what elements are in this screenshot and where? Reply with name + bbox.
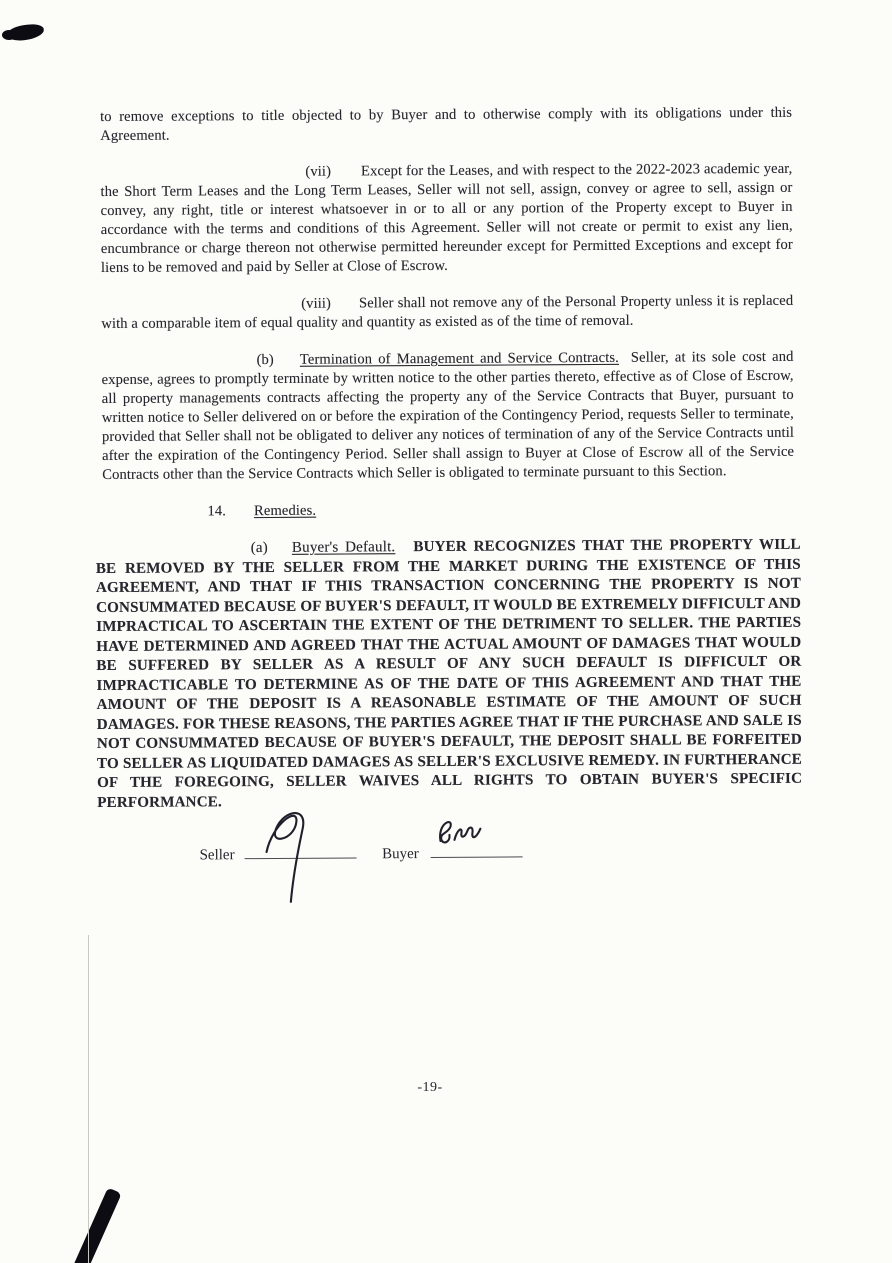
paragraph-vii — [100, 160, 793, 278]
signature-row — [199, 839, 796, 913]
section-14-number: 14. — [207, 503, 227, 520]
clause-a-label: (a) — [250, 539, 268, 557]
paragraph-viii — [101, 292, 793, 334]
clause-vii-text: Except for the Leases, and with respect to the 2022-2023 academic year, the Short Term Leases and the Long Term Leases, Seller will not sell, assign, convey or agree to sell, assign or convey, any right, title or interest whatsoever in or to all or any portion of the Property except to Buyer in accordance with the terms and conditions of this Agreement. Seller will not create or permit to exist any lien, encumbrance or charge thereon not otherwise permitted hereunder except for Permitted Exceptions and except for liens to be removed and paid by Seller at Close of Escrow. — [100, 160, 793, 276]
clause-b-heading: Termination of Management and Service Contracts. — [299, 349, 619, 368]
intro-text: to remove exceptions to title objected to by Buyer and to otherwise comply with its obligations under this Agreement. — [100, 104, 793, 144]
clause-b-label: (b) — [256, 351, 274, 369]
buyer-signature — [432, 815, 502, 855]
scan-paper-edge-line — [88, 935, 89, 1263]
paragraph-intro — [100, 104, 792, 146]
document-body — [95, 104, 803, 913]
seller-signature-line — [244, 841, 356, 859]
section-14-heading — [102, 499, 794, 522]
seller-signature-label: Seller — [199, 847, 235, 864]
scan-artifact-top-left-small — [2, 30, 16, 40]
clause-viii-text: Seller shall not remove any of the Personal Property unless it is replaced with a comparable item of equal quality and quantity as existed as of the time of removal. — [101, 292, 794, 332]
clause-vii-label: (vii) — [305, 163, 332, 180]
clause-viii-label: (viii) — [301, 295, 332, 312]
clause-a-text: BUYER RECOGNIZES THAT THE PROPERTY WILL BE REMOVED BY THE SELLER FROM THE MARKET DURING THE EXISTENCE OF THIS AGREEMENT, AND THAT IF THIS TRANSACTION CONCERNING THE PROPERTY IS NOT CONSUMMATED BECAUSE OF BUYER'S DEFAULT, IT WOULD BE EXTREMELY DIFFICULT AND IMPRACTICAL TO ASCERTAIN THE EXTENT OF THE DETRIMENT TO SELLER. THE PARTIES HAVE DETERMINED AND AGREED THAT THE ACTUAL AMOUNT OF DAMAGES THAT WOULD BE SUFFERED BY SELLER AS A RESULT OF ANY SUCH DEFAULT IS DIFFICULT OR IMPRACTICABLE TO DETERMINE AS OF THE DATE OF THIS AGREEMENT AND THAT THE AMOUNT OF THE DEPOSIT IS A REASONABLE ESTIMATE OF THE AMOUNT OF SUCH DAMAGES. FOR THESE REASONS, THE PARTIES AGREE THAT IF THE PURCHASE AND SALE IS NOT CONSUMMATED BECAUSE OF BUYER'S DEFAULT, THE DEPOSIT SHALL BE FORFEITED TO SELLER AS LIQUIDATED DAMAGES AS SELLER'S EXCLUSIVE REMEDY. IN FURTHERANCE OF THE FOREGOING, SELLER WAIVES ALL RIGHTS TO OBTAIN BUYER'S SPECIFIC PERFORMANCE. — [95, 536, 803, 811]
section-14-title: Remedies. — [253, 502, 317, 520]
buyer-signature-line — [430, 840, 522, 858]
buyer-signature-label: Buyer — [382, 846, 419, 863]
clause-a-heading: Buyer's Default. — [291, 539, 396, 556]
scan-artifact-bottom-left — [65, 1187, 121, 1263]
seller-signature — [252, 798, 333, 908]
page-number: -19- — [417, 1080, 443, 1095]
paragraph-a-buyers-default — [96, 536, 803, 813]
paragraph-b — [101, 348, 794, 485]
clause-b-text: Seller, at its sole cost and expense, agrees to promptly terminate by written notice to the other parties thereto, effective as of Close of Escrow, all property managements contracts affecting the property any of the Service Contracts that Buyer, pursuant to written notice to Seller delivered on or before the expiration of the Contingency Period, requests Seller to terminate, provided that Seller shall not be obligated to deliver any notices of termination of any of the Service Contracts until after the expiration of the Contingency Period. Seller shall assign to Buyer at Close of Escrow all of the Service Contracts other than the Service Contracts which Seller is obligated to terminate pursuant to this Section. — [101, 348, 795, 483]
